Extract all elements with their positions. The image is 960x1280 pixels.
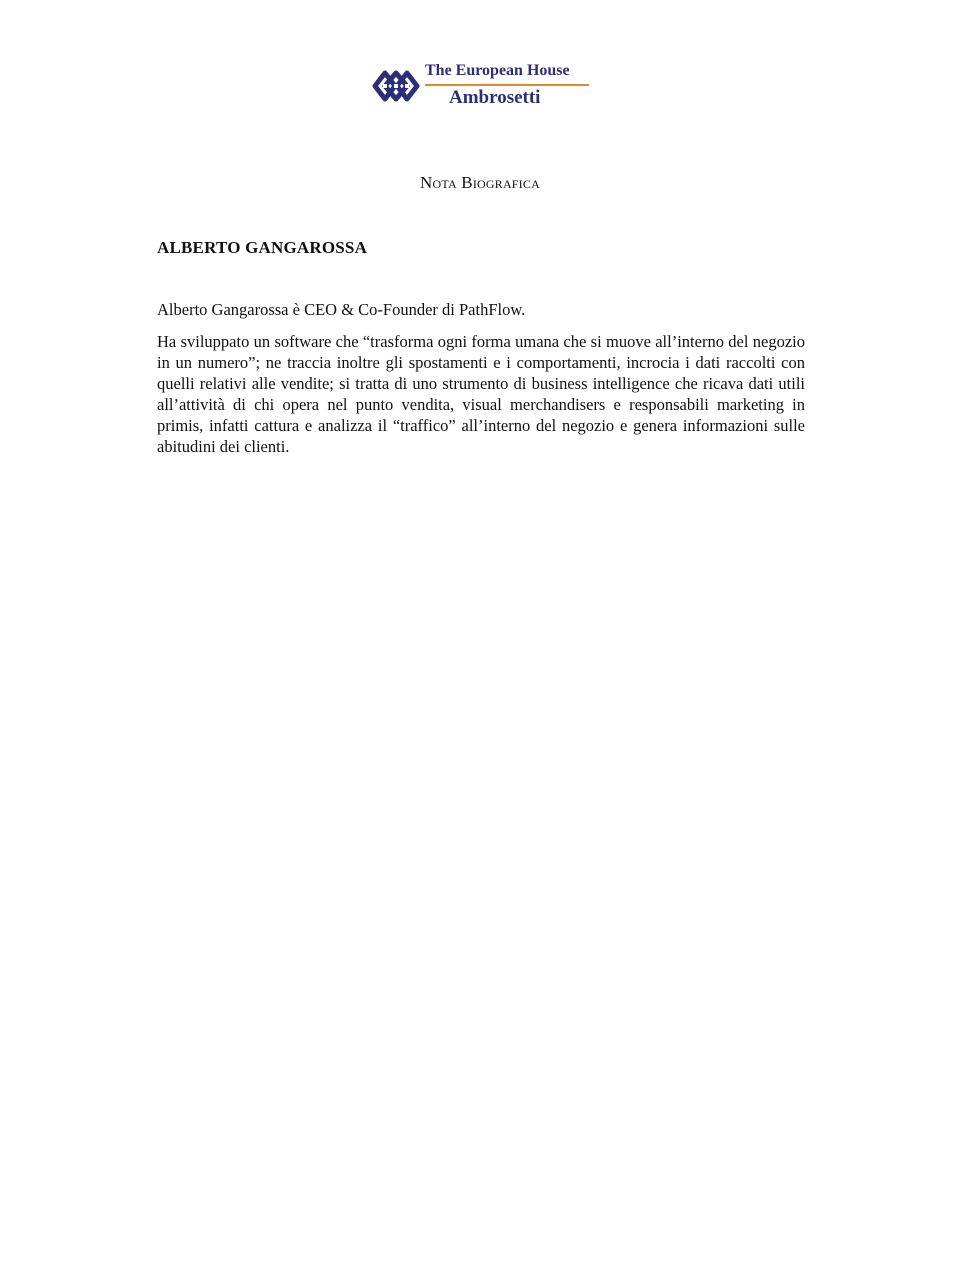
company-logo: [371, 60, 593, 112]
intro-paragraph: Alberto Gangarossa è CEO & Co-Founder di PathFlow.: [157, 300, 526, 319]
ambrosetti-logo-icon: [371, 65, 421, 107]
logo-text-line2: Ambrosetti: [449, 87, 541, 108]
logo-divider: [425, 84, 589, 86]
biography-paragraph: Ha sviluppato un software che “trasforma ogni forma umana che si muove all’interno del negozio in un numero”; ne traccia inoltre gli spostamenti e i comportamenti, incrocia i dati raccolti con quelli relativi alle vendite; si tratta di uno strumento di business intelligence che ricava dati utili all’attività di chi opera nel punto vendita, visual merchandisers e responsabili marketing in primis, infatti cattura e analizza il “traffico” all’interno del negozio e genera informazioni sulle abitudini dei clienti.: [157, 332, 805, 456]
person-name-heading: ALBERTO GANGAROSSA: [157, 238, 368, 257]
document-title: Nota Biografica: [420, 173, 540, 192]
logo-text-line1: The European House: [425, 62, 570, 79]
